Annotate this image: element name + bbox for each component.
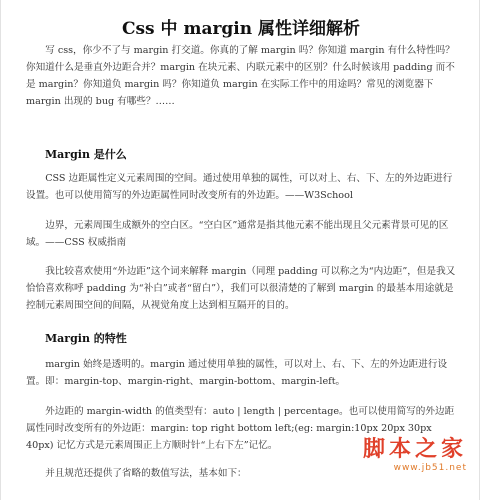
section1-paragraph-3: 我比较喜欢使用“外边距”这个词来解释 margin（同理 padding 可以称之为“内边距”，但是我又恰恰喜欢称呼 padding 为“补白”或者“留白”），我们可以很清楚的了解到 margin 的最基本用途就是控制元素周围空间的间隔，从视觉角度上达到相互隔开的目的。 — [26, 266, 456, 311]
section-heading-what-is-margin: Margin 是什么 — [45, 148, 127, 161]
article-title: Css 中 margin 属性详细解析 — [121, 19, 361, 39]
section1-paragraph-2: 边界，元素周围生成额外的空白区。“空白区”通常是指其他元素不能出现且父元素背景可见的区域。——CSS 权威指南 — [26, 220, 449, 248]
site-watermark-logo — [363, 438, 467, 474]
section2-paragraph-1: margin 始终是透明的。margin 通过使用单独的属性，可以对上、右、下、左的外边距进行设置。即：margin-top、margin-right、margin-bottom、margin-left。 — [26, 359, 448, 387]
intro-paragraph: 写 css，你少不了与 margin 打交道。你真的了解 margin 吗？你知道 margin 有什么特性吗？你知道什么是垂直外边距合并？margin 在块元素、内联元素中的区别？什么时候该用 padding 而不是 margin？你知道负 margin 吗？你知道负 margin 在实际工作中的用途吗？常见的浏览器下 margin 出现的 bug 有哪些？…… — [26, 45, 455, 107]
section2-paragraph-3: 并且规范还提供了省略的数值写法，基本如下： — [45, 468, 247, 479]
section-heading-margin-features: Margin 的特性 — [45, 332, 127, 345]
watermark-url-text: www.jb51.net — [393, 463, 467, 473]
watermark-main-text: 脚本之家 — [362, 437, 467, 462]
section2-paragraph-2: 外边距的 margin-width 的值类型有：auto | length | percentage。也可以使用简写的外边距属性同时改变所有的外边距：margin: top right bottom left;(eg: margin:10px 20px 30px 40px) 记忆方式是元素周围正上方顺时针“上右下左”记忆。 — [26, 406, 455, 451]
section1-paragraph-1: CSS 边距属性定义元素周围的空间。通过使用单独的属性，可以对上、右、下、左的外边距进行设置。也可以使用简写的外边距属性同时改变所有的外边距。——W3School — [26, 173, 453, 201]
